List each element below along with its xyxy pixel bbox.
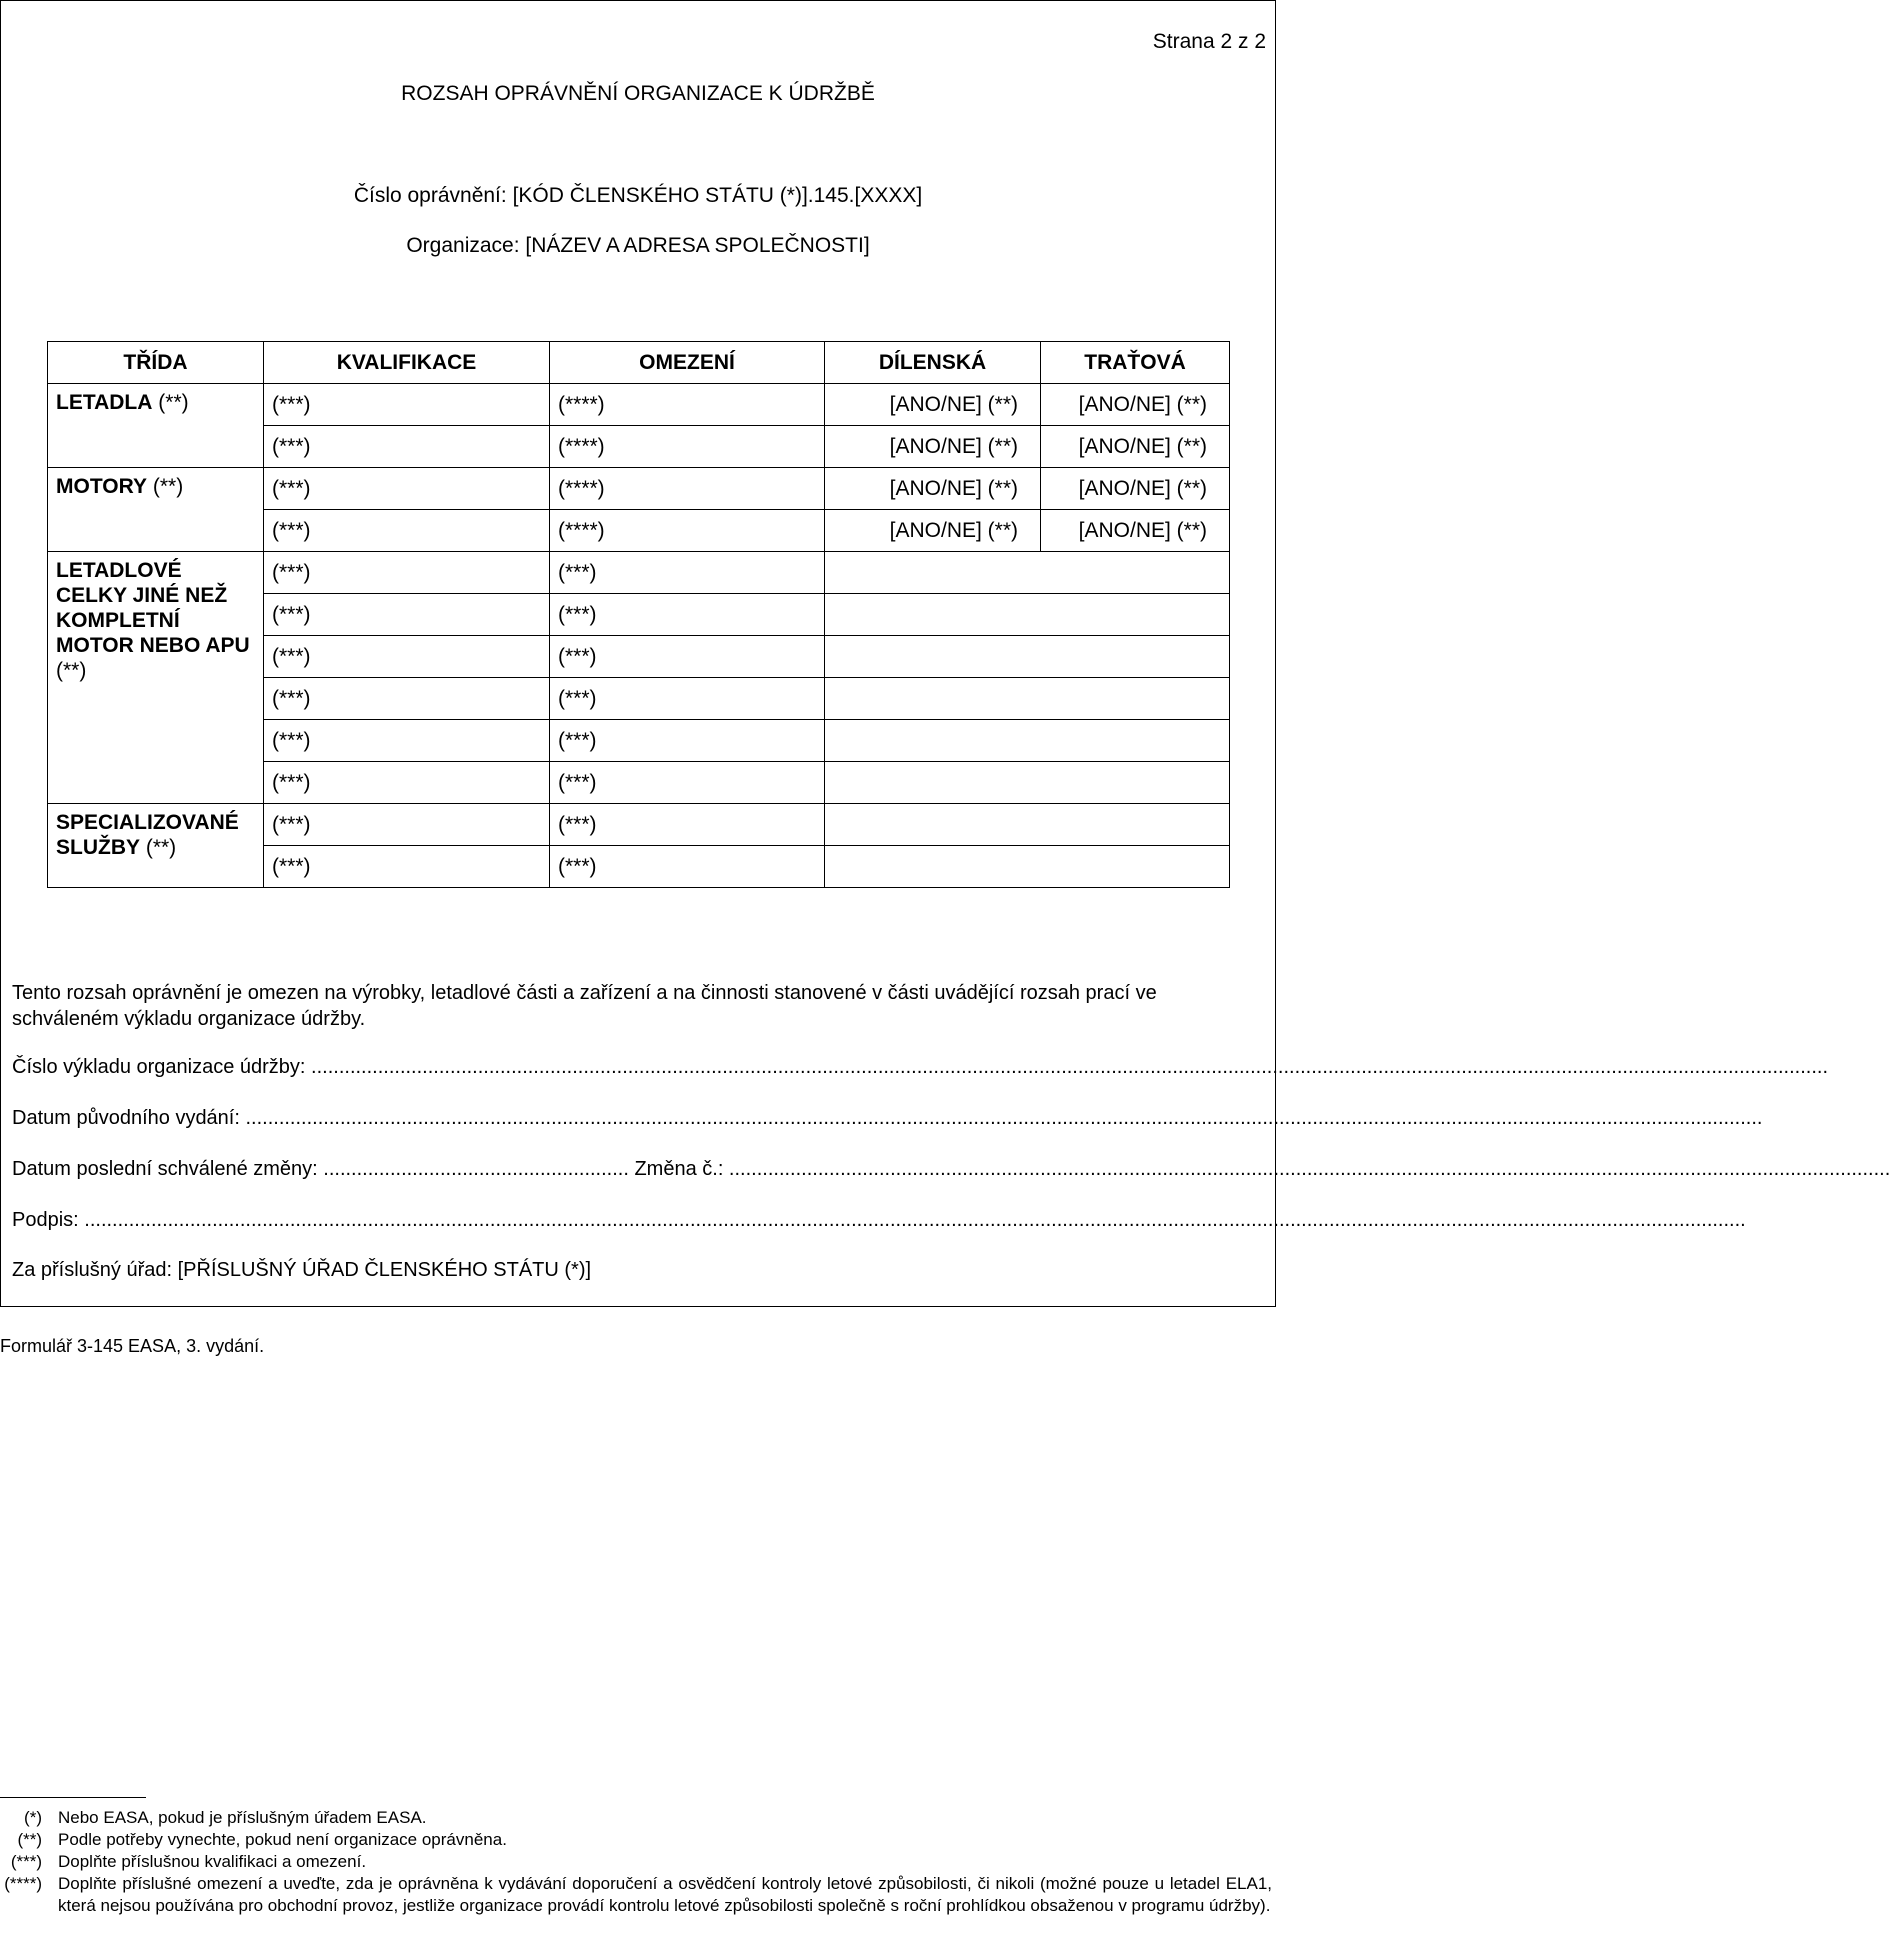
- scope-table: [47, 341, 1230, 888]
- empty-cell: [825, 762, 1230, 804]
- footnote-text: Podle potřeby vynechte, pokud není organizace oprávněna.: [58, 1830, 507, 1849]
- empty-cell: [825, 720, 1230, 762]
- limitation-cell: (***): [550, 804, 825, 846]
- rating-cell: (***): [264, 510, 550, 552]
- empty-cell: [825, 804, 1230, 846]
- header-class: TŘÍDA: [48, 342, 264, 384]
- signature-label: Podpis:: [12, 1209, 79, 1231]
- base-cell: [ANO/NE] (**): [825, 384, 1041, 426]
- footnote: [0, 1851, 1272, 1873]
- rating-cell: (***): [264, 846, 550, 888]
- footnote-text: Doplňte příslušnou kvalifikaci a omezení.: [58, 1852, 367, 1871]
- base-cell: [ANO/NE] (**): [825, 468, 1041, 510]
- footnote-mark: (***): [10, 1852, 42, 1871]
- dotted-line: .................................................................................................................................................................................................................................................................................: [239, 1107, 1763, 1129]
- class-specialised: SPECIALIZOVANÉ SLUŽBY (**): [48, 804, 264, 888]
- limitation-cell: (****): [550, 384, 825, 426]
- limitation-cell: (****): [550, 468, 825, 510]
- table-row: [48, 468, 1230, 510]
- organisation-line: Organizace: [NÁZEV A ADRESA SPOLEČNOSTI]: [406, 234, 870, 257]
- limitation-cell: (***): [550, 552, 825, 594]
- limitation-cell: (***): [550, 678, 825, 720]
- empty-cell: [825, 678, 1230, 720]
- class-components: LETADLOVÉ CELKY JINÉ NEŽ KOMPLETNÍ MOTOR NEBO APU (**): [48, 552, 264, 804]
- table-row: [48, 384, 1230, 426]
- original-issue-label: Datum původního vydání:: [12, 1107, 240, 1129]
- limitation-cell: (****): [550, 426, 825, 468]
- moe-reference-field[interactable]: [12, 1056, 1829, 1079]
- footnote: [0, 1829, 1272, 1851]
- footnote-separator: [0, 1797, 146, 1798]
- footnote: [0, 1873, 1272, 1917]
- document-title: ROZSAH OPRÁVNĚNÍ ORGANIZACE K ÚDRŽBĚ: [401, 82, 875, 105]
- class-aircraft: LETADLA (**): [48, 384, 264, 468]
- form-reference: Formulář 3-145 EASA, 3. vydání.: [0, 1336, 265, 1356]
- original-issue-field[interactable]: [12, 1107, 1763, 1130]
- empty-cell: [825, 846, 1230, 888]
- table-header-row: [48, 342, 1230, 384]
- header-line: TRAŤOVÁ: [1041, 342, 1230, 384]
- rating-cell: (***): [264, 552, 550, 594]
- limitation-cell: (***): [550, 762, 825, 804]
- dotted-line: .................................................................................................................................................................................................................: [723, 1158, 1890, 1180]
- table-row: [48, 552, 1230, 594]
- approval-number: Číslo oprávnění: [KÓD ČLENSKÉHO STÁTU (*)].145.[XXXX]: [353, 184, 923, 207]
- footnote-mark: (**): [17, 1830, 42, 1849]
- dotted-line: ...........................................................................................................................................................................................................................................................................................................: [78, 1209, 1746, 1231]
- line-cell: [ANO/NE] (**): [1041, 510, 1230, 552]
- rating-cell: (***): [264, 594, 550, 636]
- rating-cell: (***): [264, 762, 550, 804]
- line-cell: [ANO/NE] (**): [1041, 426, 1230, 468]
- limitation-cell: (***): [550, 636, 825, 678]
- limitation-cell: (***): [550, 846, 825, 888]
- rating-cell: (***): [264, 636, 550, 678]
- class-engines: MOTORY (**): [48, 468, 264, 552]
- line-cell: [ANO/NE] (**): [1041, 468, 1230, 510]
- dotted-line: .......................................................: [317, 1158, 635, 1180]
- scope-note: Tento rozsah oprávnění je omezen na výrobky, letadlové části a zařízení a na činnosti stanovené v části uvádějící rozsah prací ve schváleném výkladu organizace údržby.: [12, 982, 1157, 1030]
- header-limitation: OMEZENÍ: [550, 342, 825, 384]
- empty-cell: [825, 594, 1230, 636]
- footnote-text: Doplňte příslušné omezení a uveďte, zda je oprávněna k vydávání doporučení a osvědčení kontroly letové způsobilosti, či nikoli (možné pouze u letadel ELA1, která nejsou používána pro obchodní provoz, jestliže organizace provádí kontrolu letové způsobilosti společně s roční prohlídkou obsaženou v programu údržby).: [58, 1874, 1272, 1915]
- signature-field[interactable]: [12, 1209, 1746, 1232]
- footnote-mark: (****): [4, 1874, 42, 1893]
- last-revision-field[interactable]: [12, 1158, 1890, 1181]
- empty-cell: [825, 636, 1230, 678]
- rating-cell: (***): [264, 678, 550, 720]
- empty-cell: [825, 552, 1230, 594]
- base-cell: [ANO/NE] (**): [825, 426, 1041, 468]
- dotted-line: .................................................................................................................................................................................................................................................................................: [305, 1056, 1829, 1078]
- header-base: DÍLENSKÁ: [825, 342, 1041, 384]
- base-cell: [ANO/NE] (**): [825, 510, 1041, 552]
- last-revision-label: Datum poslední schválené změny:: [12, 1158, 318, 1180]
- competent-authority: Za příslušný úřad: [PŘÍSLUŠNÝ ÚŘAD ČLENSKÉHO STÁTU (*)]: [12, 1259, 592, 1281]
- footnote-mark: (*): [24, 1808, 42, 1827]
- limitation-cell: (***): [550, 594, 825, 636]
- limitation-cell: (****): [550, 510, 825, 552]
- revision-no-label: Změna č.:: [634, 1158, 724, 1180]
- header-rating: KVALIFIKACE: [264, 342, 550, 384]
- footnote: [0, 1807, 1272, 1829]
- limitation-cell: (***): [550, 720, 825, 762]
- rating-cell: (***): [264, 468, 550, 510]
- footnote-text: Nebo EASA, pokud je příslušným úřadem EASA.: [58, 1808, 427, 1827]
- line-cell: [ANO/NE] (**): [1041, 384, 1230, 426]
- rating-cell: (***): [264, 720, 550, 762]
- rating-cell: (***): [264, 426, 550, 468]
- rating-cell: (***): [264, 384, 550, 426]
- page-number: Strana 2 z 2: [1152, 30, 1266, 53]
- moe-reference-label: Číslo výkladu organizace údržby:: [12, 1056, 306, 1078]
- table-row: [48, 804, 1230, 846]
- rating-cell: (***): [264, 804, 550, 846]
